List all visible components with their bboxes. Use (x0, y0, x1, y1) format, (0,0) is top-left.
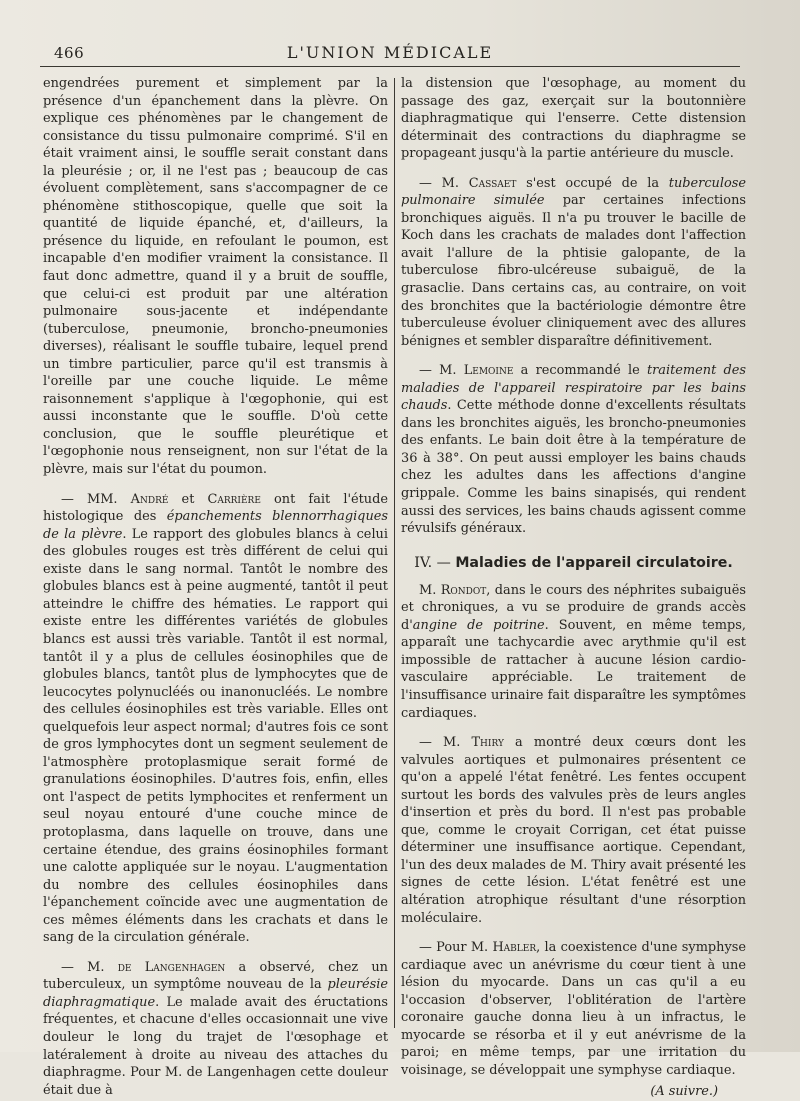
paragraph-text: a observé, chez un tuberculeux, un symptôme nouveau de la (43, 959, 388, 993)
paragraph-lead: — Pour M. (419, 940, 493, 956)
paragraph-text: . Le rapport des globules blancs à celui des globules rouges est très différent de celui qui existe dans le sang normal. Tantôt le nombre des globules blancs est à peine augmenté, tantôt il peut atteindre le chiffre des hématies. Le rapport qui existe entre les différentes variétés de globules blancs est aussi très variable. Tantôt il est normal, tantôt il y a plus de cellules éosinophiles que de globules blancs, tantôt plus de lymphocytes que de leucocytes polynucléés ou inanonucléés. Le nombre des cellules éosinophiles est très variable. Elles ont quelquefois leur aspect normal; d'autres fois ce sont de gros lymphocytes dont un segment seulement de l'atmosphère protoplasmique serait formé de granulations éosinophiles. D'autres fois, enfin, elles ont l'aspect de petits lymphocites et renferment un seul noyau entouré d'une couche mince de protoplasma, dans laquelle on trouve, dans une certaine étendue, des grains éosinophiles formant une calotte appliquée sur le noyau. L'augmentation du nombre des cellules éosinophiles dans l'épanchement coïncide avec une augmentation de ces mêmes éléments dans les crachats et dans le sang de la circulation générale. (43, 526, 388, 946)
paragraph (43, 491, 388, 947)
author-name: Carrière (207, 491, 261, 507)
topic-title: tuberculose pulmonaire simulée (401, 175, 746, 209)
topic-title: épanchements blennorrhagiques de la plèvre (43, 509, 388, 542)
continuation-note: (A suivre.) (650, 1084, 718, 1100)
paragraph-text: et (168, 491, 208, 507)
journal-title: L'UNION MÉDICALE (286, 43, 494, 62)
section-title: Maladies de l'appareil circulatoire. (455, 554, 733, 571)
author-name: André (130, 491, 169, 507)
paragraph-text: . Le malade avait des éructations fréquentes, et chacune d'elles occasionnait une vive douleur le long du trajet de l'œsophage et latéralement à droite au niveau des attaches du diaphragme. Pour M. de Langenhagen cette douleur était due à (43, 994, 388, 1098)
topic-title: angine de poitrine (412, 617, 545, 633)
paragraph (401, 582, 746, 722)
paragraph (43, 959, 388, 1099)
paragraph-lead: — M. (419, 363, 464, 379)
author-name: Rondot (440, 582, 487, 598)
right-column (401, 75, 746, 1101)
section-number: IV. — (414, 554, 456, 571)
topic-title: traitement des maladies de l'appareil respiratoire par les bains chauds (401, 363, 746, 414)
author-name: Habler (492, 940, 537, 956)
author-name: Thiry (471, 735, 504, 751)
paragraph-text: a montré deux cœurs dont les valvules aortiques et pulmonaires présentent ce qu'on a appelé l'état fenêtré. Les fentes occupent surtout les bords des valvules près de leurs angles d'insertion et près du bord. Il n'est pas probable que, comme le croyait Corrigan, cet état puisse déterminer une insuffisance aortique. Cependant, l'un des deux malades de M. Thiry avait présenté les signes de cette lésion. L'état fenêtré est une altération atrophique résultant d'une résorption moléculaire. (401, 735, 746, 926)
topic-title: pleurésie diaphragmatique (43, 977, 388, 1010)
paragraph: engendrées purement et simplement par la présence d'un épanchement dans la plèvre. On explique ces phénomènes par le changement de consistance du tissu pulmonaire comprimé. S'il en était vraiment ainsi, le souffle serait constant dans la pleurésie ; or, il ne l'est pas ; beaucoup de cas évoluent complètement, sans s'accompagner de ce phénomène stithoscopique, quelle que soit la quantité de liquide épanché, et, d'ailleurs, la présence du liquide, en refoulant le poumon, est incapable d'en modifier vraiment la consistance. Il faut donc admettre, quand il y a bruit de souffle, que celui-ci est produit par une altération pulmonaire sous-jacente et indépendante (tuberculose, pneumonie, broncho-pneumonies diverses), réalisant le souffle tubaire, lequel prend un timbre particulier, parce qu'il est transmis à l'oreille par une couche liquide. Le même raisonnement s'applique à l'œgophonie, qui est aussi inconstante que le souffle. D'où cette conclusion, que le souffle pleurétique et l'œgophonie nous renseignent, non sur l'état de la plèvre, mais sur l'état du poumon. (43, 76, 388, 478)
paragraph-lead: — M. (419, 175, 469, 191)
paragraph-lead: — M. (419, 735, 472, 751)
paragraph-text: , dans le cours des néphrites subaiguës et chroniques, a vu se produire de grands accès d' (401, 582, 746, 633)
author-name: Lemoine (463, 363, 514, 379)
paragraph (401, 362, 746, 537)
paragraph (401, 175, 746, 350)
paragraph-lead: M. (419, 582, 441, 598)
paragraph-text: a recommandé le (513, 363, 647, 379)
paragraph-text: par certaines infections bronchiques aiguës. Il n'a pu trouver le bacille de Koch dans les crachats de malades dont l'affection avait l'allure de la phtisie galopante, de la tuberculose fibro-ulcéreuse subaiguë, de la grasaclie. Dans certains cas, au contraire, on voit des bronchites que la bactériologie démontre être tuberculeuse évoluer cliniquement avec des allures bénignes et sembler disparaître définitivement. (401, 193, 746, 349)
page-number: 466 (54, 44, 85, 62)
section-heading (401, 554, 746, 572)
paragraph (401, 734, 746, 927)
paragraph-text: , la coexistence d'une symphyse cardiaque avec un anévrisme du cœur tient à une lésion du myocarde. Dans un cas qu'il a eu l'occasion d'observer, l'oblitération de l'artère coronaire gauche donna lieu à un infractus, le myocarde se résorba et il y eut anévrisme de la paroi; en même temps, par une irritation du voisinage, se développait une symphyse cardiaque. (401, 940, 746, 1078)
paragraph-lead: — M. (61, 959, 118, 975)
paragraph: la distension que l'œsophage, au moment du passage des gaz, exerçait sur la boutonnière diaphragmatique qui l'enserre. Cette distension déterminait des contractions du diaphragme se propageant jusqu'à la partie antérieure du muscle. (401, 76, 746, 162)
left-column (43, 75, 388, 1099)
paragraph-text: ont fait l'étude histologique des (43, 491, 388, 525)
paragraph-lead: — MM. (61, 491, 131, 507)
column-divider (394, 78, 395, 1028)
page-header (40, 40, 740, 67)
paragraph-text: . Cette méthode donne d'excellents résultats dans les bronchites aiguës, les broncho-pneumonies des enfants. Le bain doit être à la température de 36 à 38°. On peut aussi employer les bains chauds chez les adultes dans les affections d'angine grippale. Comme les bains sinapisés, qui rendent aussi des services, les bains chauds agissent comme révulsifs généraux. (401, 398, 746, 537)
paragraph-text: . Souvent, en même temps, apparaît une tachycardie avec arythmie qu'il est impossible de rattacher à aucune lésion cardio-vasculaire appréciable. Le traitement de l'insuffisance urinaire fait disparaître les symptômes cardiaques. (401, 617, 746, 721)
author-name: Cassaet (468, 175, 517, 191)
paragraph (401, 939, 746, 1079)
paragraph-text: s'est occupé de la (516, 175, 669, 191)
author-name: de Langenhagen (117, 959, 226, 975)
